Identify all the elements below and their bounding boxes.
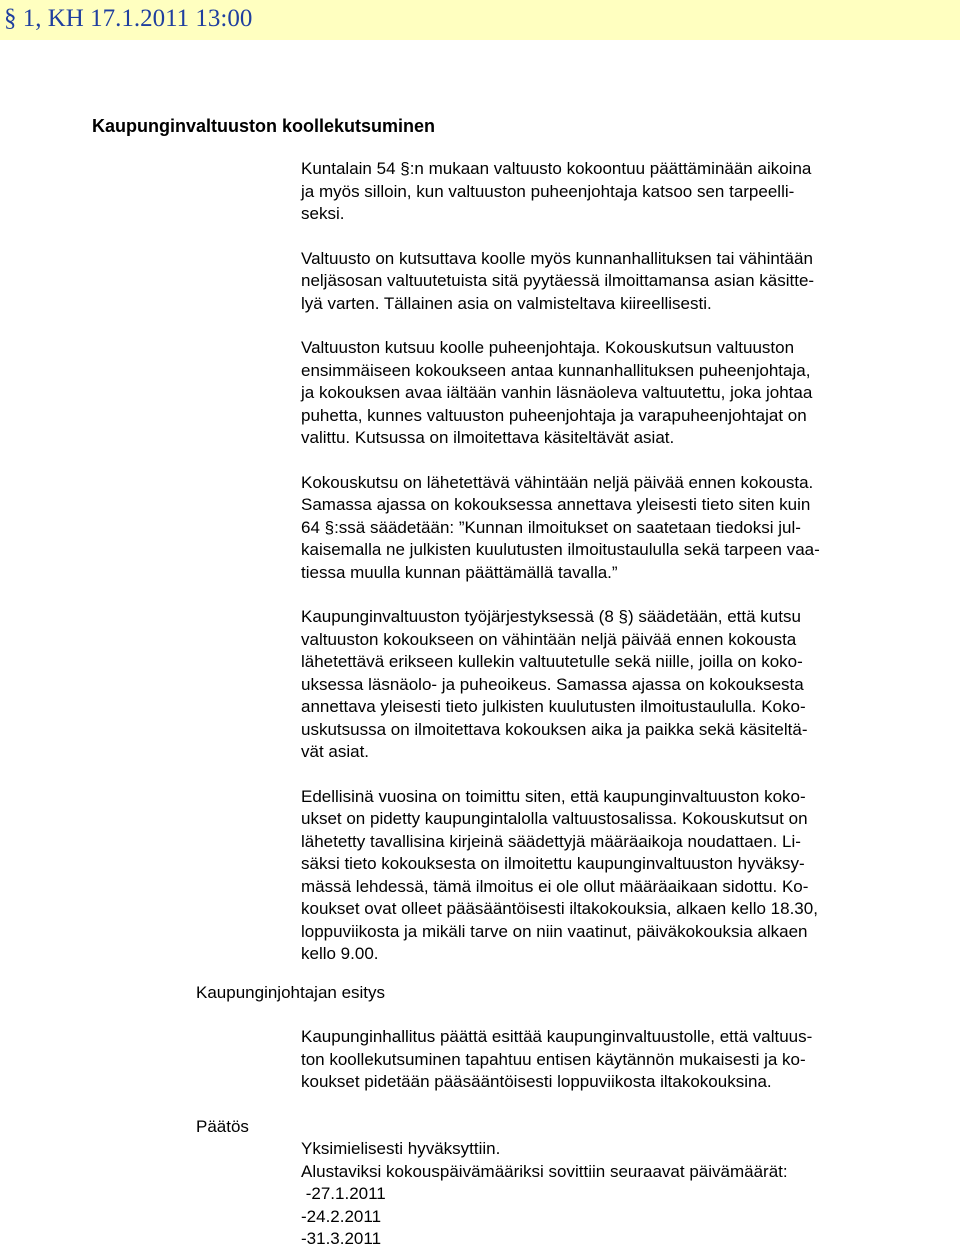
text-line: Alustaviksi kokouspäivämääriksi sovittiin seuraavat päivämäärät:: [301, 1161, 788, 1181]
text-line: vät asiat.: [301, 742, 370, 761]
body-text: [301, 158, 901, 966]
document-title: Kaupunginvaltuuston koollekutsuminen: [92, 116, 436, 136]
text-line: ja myös silloin, kun valtuuston puheenjohtaja katsoo sen tarpeelli-: [301, 181, 795, 201]
text-line: Kaupunginhallitus päättä esittää kaupunginvaltuustolle, että valtuus-: [301, 1027, 813, 1046]
section-header: § 1, KH 17.1.2011 13:00: [4, 5, 253, 32]
text-line: koukset ovat olleet pääsääntöisesti iltakokouksia, alkaen kello 18.30,: [301, 899, 818, 918]
decision-label: Päätös: [196, 1117, 249, 1136]
text-line: Valtuuston kutsuu koolle puheenjohtaja. Kokouskutsun valtuuston: [301, 338, 795, 357]
text-line: lähetettävä erikseen kullekin valtuutetulle sekä niille, joilla on koko-: [301, 652, 803, 671]
paragraph-koolle: [301, 248, 901, 316]
text-line: ukset on pidetty kaupungintalolla valtuustosalissa. Kokouskutsut on: [301, 809, 808, 828]
text-line: uksessa läsnäolo- ja puheoikeus. Samassa ajassa on kokouksesta: [301, 674, 804, 694]
text-line: valtuuston kokoukseen on vähintään neljä päivää ennen kokousta: [301, 629, 797, 649]
text-line: 64 §:ssä säädetään: ”Kunnan ilmoitukset on saatetaan tiedoksi jul-: [301, 517, 801, 537]
text-line: säksi tieto kokouksesta on ilmoitettu kaupunginvaltuuston hyväksy-: [301, 854, 805, 873]
text-line: puhetta, kunnes valtuuston puheenjohtaja ja varapuheenjohtajat on: [301, 405, 807, 425]
proposal-label: Kaupunginjohtajan esitys: [196, 983, 386, 1002]
text-line: Yksimielisesti hyväksyttiin.: [301, 1139, 501, 1158]
text-line: loppuviikosta ja mikäli tarve on niin vaatinut, päiväkokouksia alkaen: [301, 921, 808, 941]
text-line: annettava yleisesti tieto julkisten kuulutusten ilmoitustaululla. Koko-: [301, 697, 806, 716]
text-line: ja kokouksen avaa iältään vanhin läsnäoleva valtuutettu, joka johtaa: [301, 383, 813, 402]
text-line: Edellisinä vuosina on toimittu siten, että kaupunginvaltuuston koko-: [301, 786, 806, 806]
paragraph-edellisina: [301, 786, 901, 966]
decision-text: [301, 1138, 901, 1251]
text-line: valittu. Kutsussa on ilmoitettava käsiteltävät asiat.: [301, 428, 675, 447]
text-line: lyä varten. Tällainen asia on valmisteltava kiireellisesti.: [301, 293, 712, 313]
text-line: Samassa ajassa on kokouksessa annettava yleisesti tieto siten kuin: [301, 495, 811, 514]
text-line: seksi.: [301, 204, 345, 223]
text-line: lähetetty tavallisina kirjeinä säädettyjä määräaikoja noudattaen. Li-: [301, 831, 801, 851]
paragraph-kokouskutsu: [301, 472, 901, 585]
text-line: Kaupunginvaltuuston työjärjestyksessä (8 §) säädetään, että kutsu: [301, 607, 801, 626]
text-line: ton koollekutsuminen tapahtuu entisen käytännön mukaisesti ja ko-: [301, 1049, 806, 1069]
text-line: mässä lehdessä, tämä ilmoitus ei ole ollut määräaikaan sidottu. Ko-: [301, 876, 809, 896]
text-line: tiessa muulla kunnan päättämällä tavalla.”: [301, 562, 618, 582]
text-line: Valtuusto on kutsuttava koolle myös kunnanhallituksen tai vähintään: [301, 248, 813, 268]
date-line: -31.3.2011: [301, 1229, 382, 1248]
text-line: Kokouskutsu on lähetettävä vähintään neljä päivää ennen kokousta.: [301, 472, 814, 492]
paragraph-puheenjohtaja: [301, 337, 901, 450]
header-band: [0, 0, 960, 40]
text-line: neljäsosan valtuutetuista sitä pyytäessä ilmoittamansa asian käsitte-: [301, 271, 815, 290]
date-line: -24.2.2011: [301, 1206, 382, 1226]
text-line: uskutsussa on ilmoitettava kokouksen aika ja paikka sekä käsiteltä-: [301, 719, 808, 739]
text-line: ensimmäiseen kokoukseen antaa kunnanhallituksen puheenjohtaja,: [301, 360, 811, 380]
text-line: koukset pidetään pääsääntöisesti loppuviikosta iltakokouksina.: [301, 1072, 772, 1091]
text-line: Kuntalain 54 §:n mukaan valtuusto kokoontuu päättäminään aikoina: [301, 159, 812, 178]
date-line: -27.1.2011: [301, 1184, 386, 1203]
text-line: kello 9.00.: [301, 944, 379, 963]
proposal-text: [301, 1026, 901, 1094]
paragraph-tyojarjestys: [301, 606, 901, 764]
paragraph-kuntalain: [301, 158, 901, 226]
text-line: kaisemalla ne julkisten kuulutusten ilmoitustaululla sekä tarpeen vaa-: [301, 540, 820, 559]
